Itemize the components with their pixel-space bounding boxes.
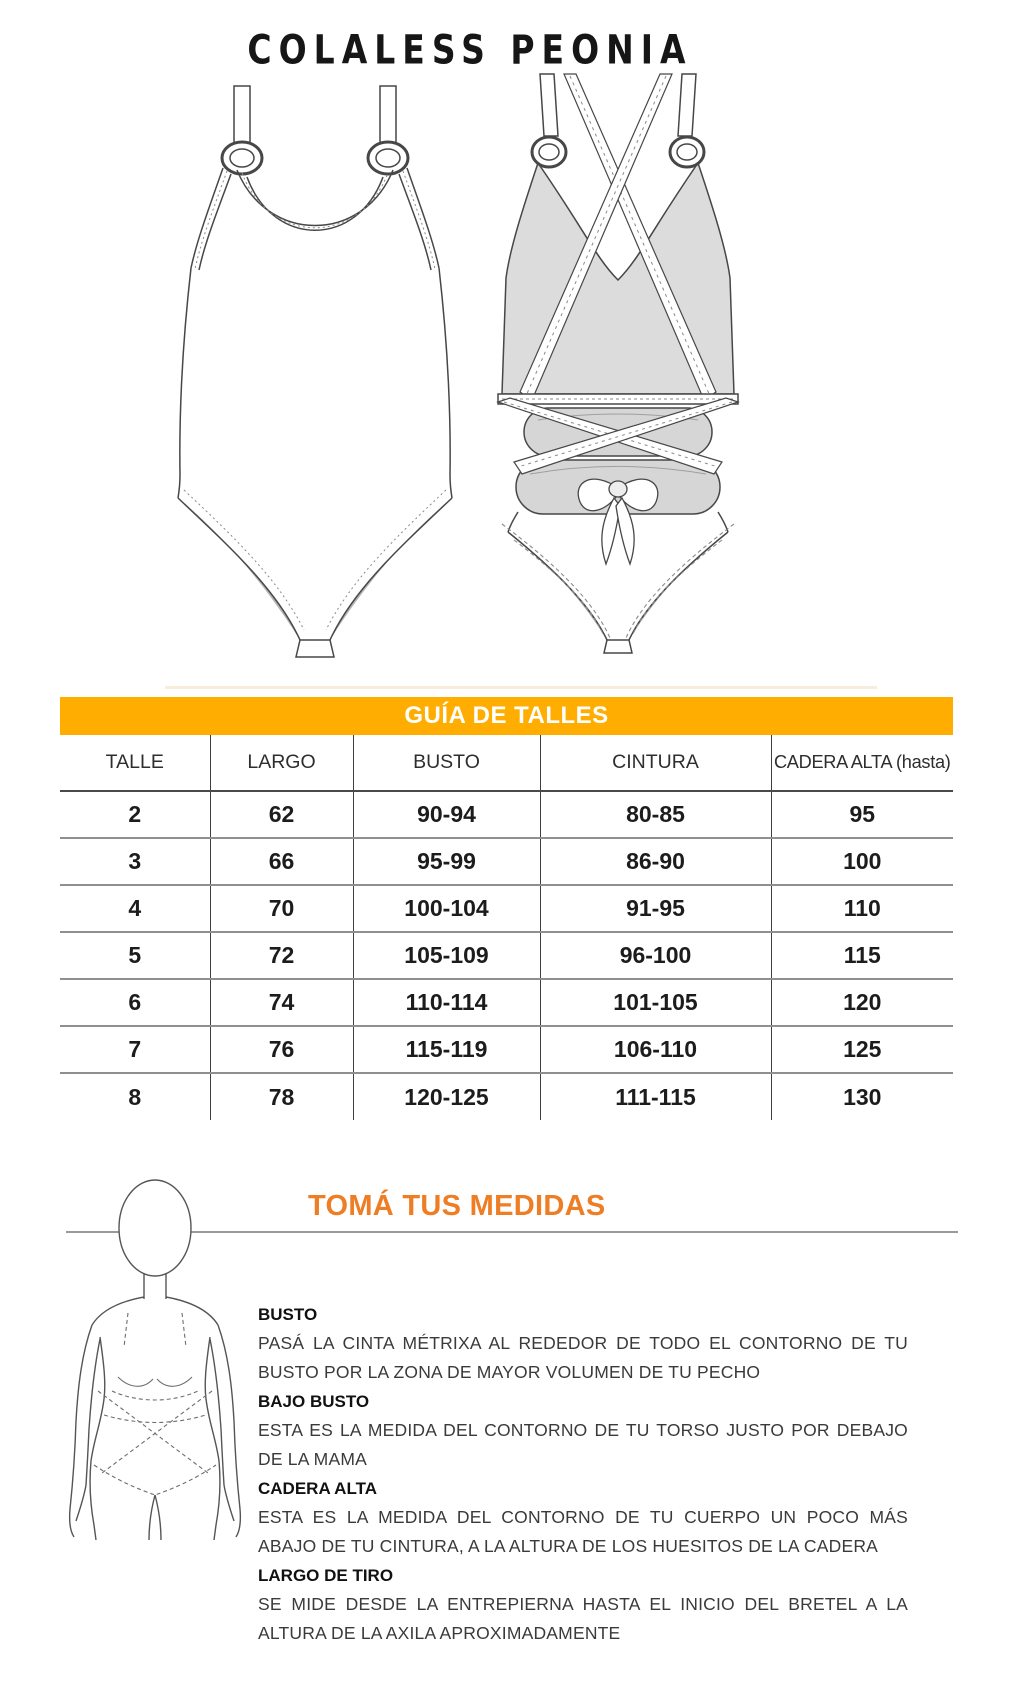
- cell: 70: [210, 885, 353, 932]
- cell: 66: [210, 838, 353, 885]
- cell: 74: [210, 979, 353, 1026]
- column-header-largo: LARGO: [210, 735, 353, 791]
- cell: 6: [60, 979, 210, 1026]
- cell: 125: [771, 1026, 953, 1073]
- cell: 90-94: [353, 791, 540, 838]
- page-title: COLALESS PEONIA: [247, 25, 693, 74]
- measure-term-bajo-busto: BAJO BUSTO: [258, 1392, 370, 1411]
- measure-desc-bajo-busto: ESTA ES LA MEDIDA DEL CONTORNO DE TU TORSO JUSTO POR DEBAJO DE LA MAMA: [258, 1420, 908, 1469]
- cell: 120-125: [353, 1073, 540, 1120]
- cell: 72: [210, 932, 353, 979]
- table-row-size-2: [60, 791, 953, 838]
- table-row-size-5: [60, 932, 953, 979]
- column-header-busto: BUSTO: [353, 735, 540, 791]
- table-row-size-4: [60, 885, 953, 932]
- cell: 111-115: [540, 1073, 771, 1120]
- cell: 101-105: [540, 979, 771, 1026]
- measure-desc-busto: PASÁ LA CINTA MÉTRIXA AL REDEDOR DE TODO EL CONTORNO DE TU BUSTO POR LA ZONA DE MAYOR VOLUMEN DE TU PECHO: [258, 1333, 908, 1382]
- cell: 115: [771, 932, 953, 979]
- measurement-instructions: [258, 1300, 908, 1648]
- column-header-row: [60, 735, 953, 791]
- table-row-size-3: [60, 838, 953, 885]
- cell: 106-110: [540, 1026, 771, 1073]
- table-title: GUÍA DE TALLES: [60, 697, 953, 735]
- cell: 91-95: [540, 885, 771, 932]
- cell: 130: [771, 1073, 953, 1120]
- size-guide-table: [60, 697, 953, 1120]
- cell: 7: [60, 1026, 210, 1073]
- swimsuit-front-view: [165, 80, 465, 660]
- cell: 2: [60, 791, 210, 838]
- body-figure-drawing: [58, 1085, 288, 1540]
- measure-desc-largo-de-tiro: SE MIDE DESDE LA ENTREPIERNA HASTA EL INICIO DEL BRETEL A LA ALTURA DE LA AXILA APROXIMADAMENTE: [258, 1594, 908, 1643]
- cell: 86-90: [540, 838, 771, 885]
- cell: 62: [210, 791, 353, 838]
- table-row-size-6: [60, 979, 953, 1026]
- measure-term-cadera-alta: CADERA ALTA: [258, 1479, 377, 1498]
- cell: 105-109: [353, 932, 540, 979]
- cell: 8: [128, 1083, 142, 1110]
- cell: 100-104: [353, 885, 540, 932]
- cell: 95: [771, 791, 953, 838]
- column-header-cintura: CINTURA: [540, 735, 771, 791]
- section-divider: [165, 686, 877, 689]
- cell: 4: [60, 885, 210, 932]
- measure-term-largo-de-tiro: LARGO DE TIRO: [258, 1566, 394, 1585]
- cell: 100: [771, 838, 953, 885]
- swimsuit-back-view: [468, 68, 768, 658]
- cell: 115-119: [353, 1026, 540, 1073]
- column-header-talle: TALLE: [60, 735, 210, 791]
- cell: 110-114: [353, 979, 540, 1026]
- column-header-cadera-alta: CADERA ALTA (hasta): [771, 735, 953, 791]
- cell: 76: [210, 1026, 353, 1073]
- cell: 95-99: [353, 838, 540, 885]
- cell: 5: [60, 932, 210, 979]
- table-row-size-7: [60, 1026, 953, 1073]
- cell: 78: [210, 1073, 353, 1120]
- cell: 120: [771, 979, 953, 1026]
- cell: 80-85: [540, 791, 771, 838]
- measure-desc-cadera-alta: ESTA ES LA MEDIDA DEL CONTORNO DE TU CUERPO UN POCO MÁS ABAJO DE TU CINTURA, A LA ALTURA DE LOS HUESITOS DE LA CADERA: [258, 1507, 908, 1556]
- cell: 3: [60, 838, 210, 885]
- measure-term-busto: BUSTO: [258, 1305, 318, 1324]
- cell: 110: [771, 885, 953, 932]
- measures-heading: TOMÁ TUS MEDIDAS: [308, 1190, 606, 1222]
- cell: 96-100: [540, 932, 771, 979]
- table-title-row: [60, 697, 953, 735]
